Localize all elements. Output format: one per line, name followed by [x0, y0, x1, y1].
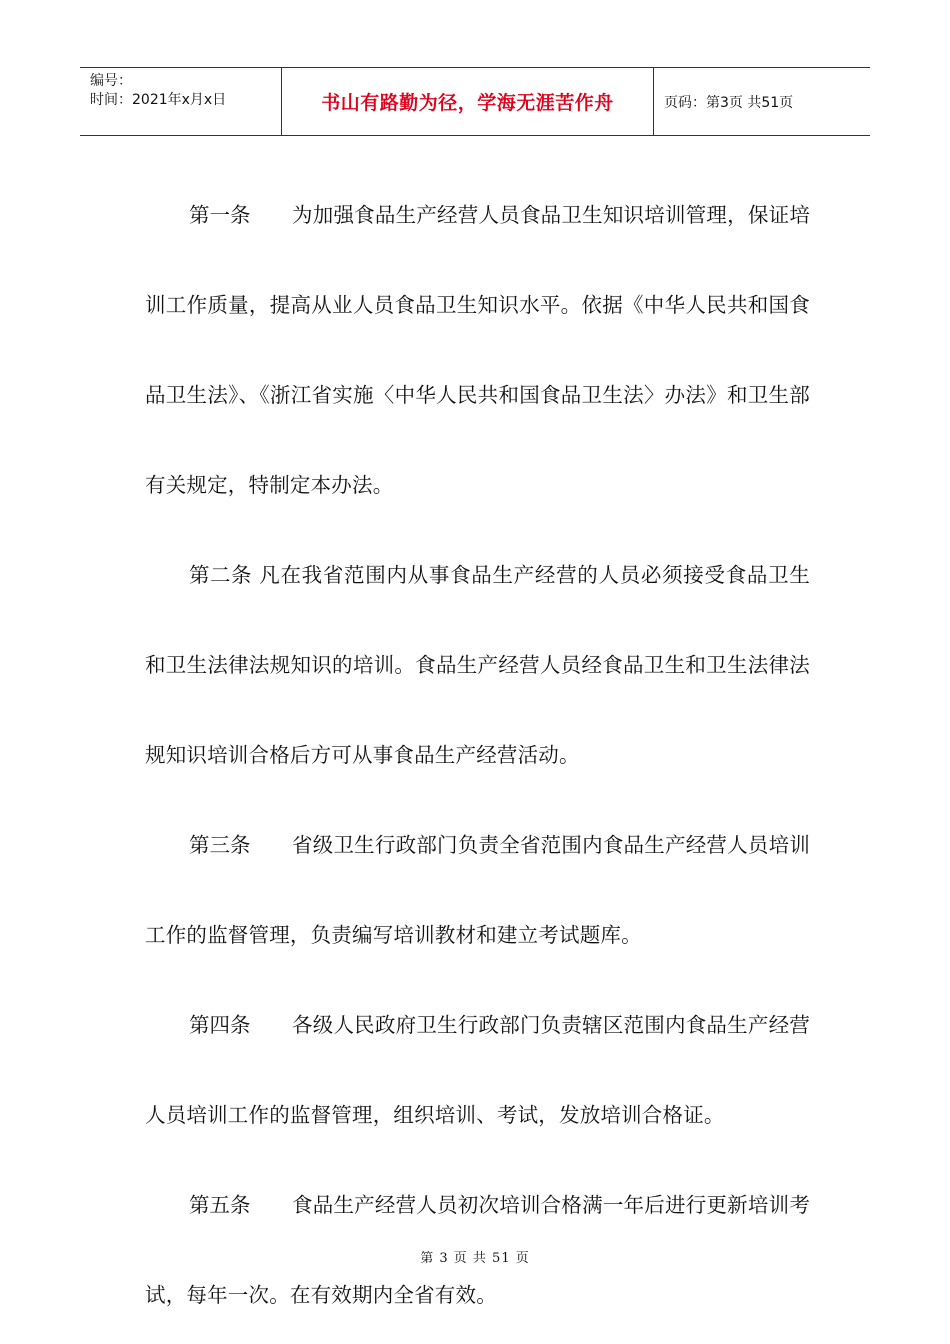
header-motto: 书山有路勤为径，学海无涯苦作舟 [282, 68, 654, 135]
article-text: 为加强食品生产经营人员食品卫生知识培训管理，保证培训工作质量，提高从业人员食品卫生知识水平。依据《中华人民共和国食品卫生法》、《浙江省实施〈中华人民共和国食品卫生法〉办法》和卫生部有关规定，特制定本办法。 [145, 203, 811, 497]
article-gap [251, 203, 292, 227]
article-label: 第三条 [189, 833, 251, 857]
article-1 [145, 170, 810, 530]
number-label: 编号： [90, 73, 132, 89]
document-body [145, 170, 810, 1340]
page-footer: 第 3 页 共 51 页 [420, 1251, 530, 1266]
article-text: 食品生产经营人员初次培训合格满一年后进行更新培训考试，每年一次。在有效期内全省有效。 [145, 1193, 811, 1307]
header-page-info: 页码：第3页 共51页 [664, 94, 794, 111]
header-meta [80, 68, 282, 135]
time-label: 时间：2021年x月x日 [90, 92, 227, 108]
article-gap [251, 1013, 292, 1037]
article-label: 第五条 [189, 1193, 251, 1217]
article-text: 各级人民政府卫生行政部门负责辖区范围内食品生产经营人员培训工作的监督管理，组织培训、考试，发放培训合格证。 [145, 1013, 811, 1127]
article-gap [251, 833, 292, 857]
article-text: 凡在我省范围内从事食品生产经营的人员必须接受食品卫生和卫生法律法规知识的培训。食品生产经营人员经食品卫生和卫生法律法规知识培训合格后方可从事食品生产经营活动。 [145, 563, 811, 767]
article-text: 省级卫生行政部门负责全省范围内食品生产经营人员培训工作的监督管理，负责编写培训教材和建立考试题库。 [145, 833, 811, 947]
article-3 [145, 800, 810, 980]
article-label: 第二条 [189, 563, 253, 587]
article-gap [251, 1193, 292, 1217]
article-4 [145, 980, 810, 1160]
article-label: 第一条 [189, 203, 251, 227]
page-header [80, 67, 870, 136]
article-label: 第四条 [189, 1013, 251, 1037]
article-2 [145, 530, 810, 800]
